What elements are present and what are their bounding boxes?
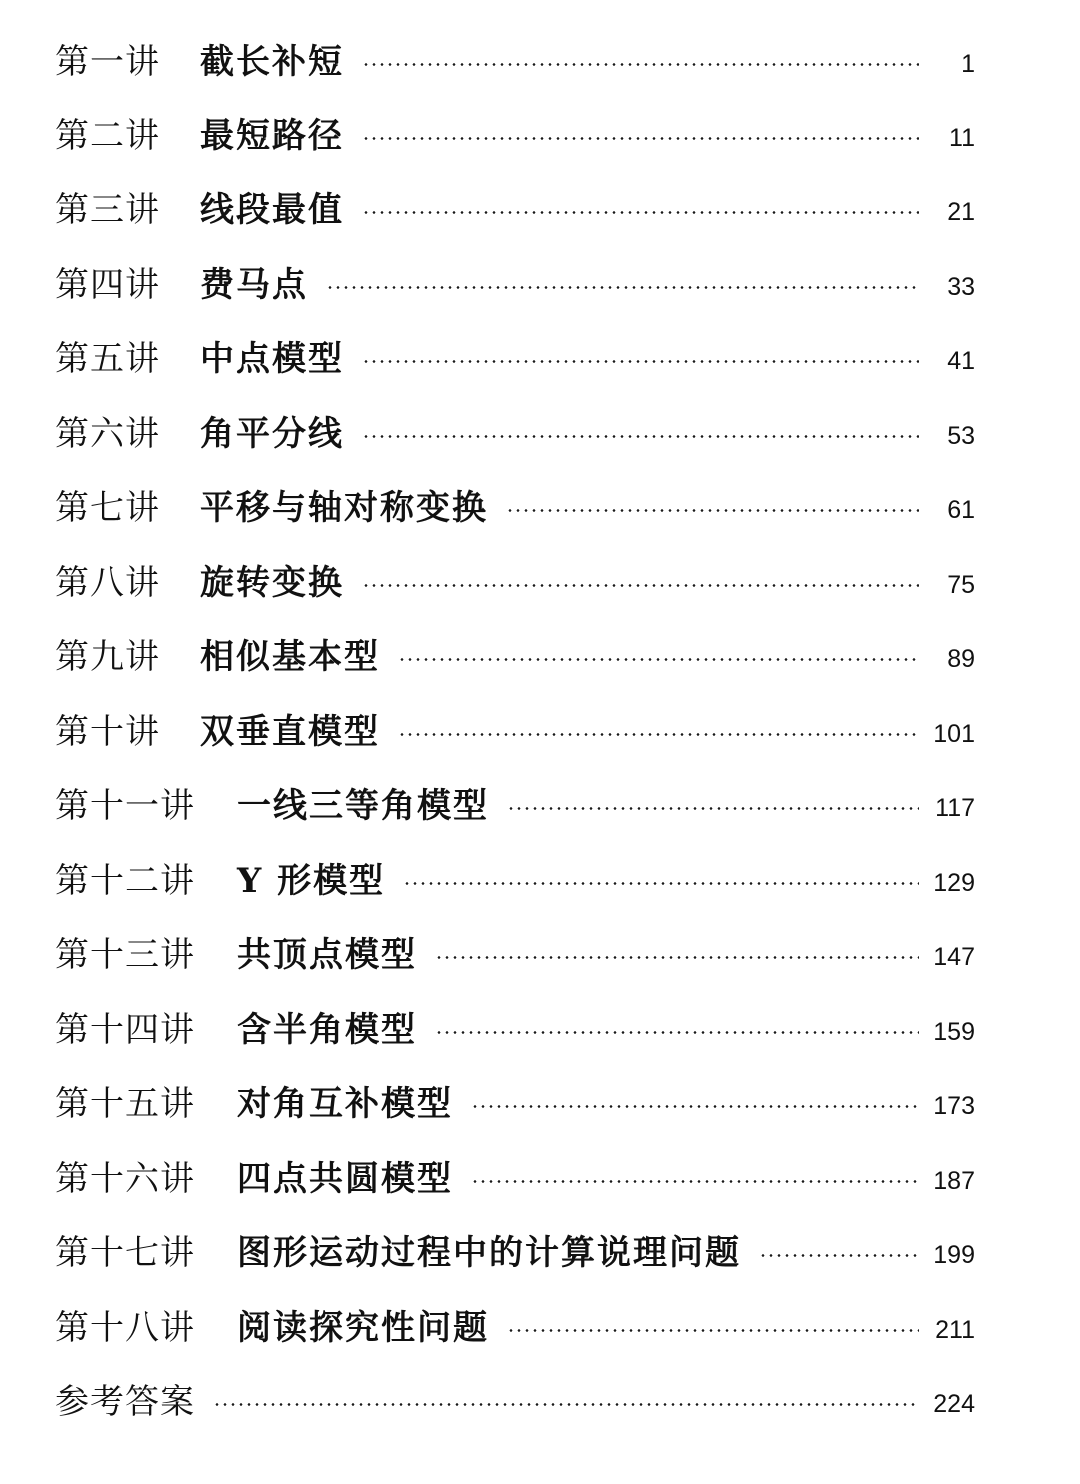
- lecture-number: 第十七讲: [55, 1233, 195, 1272]
- lecture-number: 第十讲: [55, 712, 160, 751]
- toc-entry-10[interactable]: [55, 702, 975, 754]
- dot-leader: [362, 137, 919, 140]
- dot-leader: [362, 360, 919, 363]
- answers-label: 参考答案: [55, 1382, 195, 1421]
- toc-entry-14[interactable]: [55, 1000, 975, 1052]
- page-number: 89: [947, 644, 975, 673]
- lecture-number: 第七讲: [55, 488, 160, 527]
- lecture-number: 第四讲: [55, 265, 160, 304]
- toc-entry-8[interactable]: [55, 553, 975, 605]
- page-number: 187: [933, 1166, 975, 1195]
- lecture-number: 第六讲: [55, 414, 160, 453]
- dot-leader: [398, 733, 919, 736]
- toc-entry-4[interactable]: [55, 255, 975, 307]
- lecture-title: 含半角模型: [237, 1009, 417, 1050]
- lecture-title: 对角互补模型: [237, 1083, 453, 1124]
- dot-leader: [326, 286, 919, 289]
- toc-entry-13[interactable]: [55, 925, 975, 977]
- dot-leader: [398, 658, 919, 661]
- toc-entry-16[interactable]: [55, 1149, 975, 1201]
- toc-entry-9[interactable]: [55, 627, 975, 679]
- toc-entry-17[interactable]: [55, 1223, 975, 1275]
- lecture-title: 图形运动过程中的计算说理问题: [237, 1232, 741, 1273]
- toc-entry-1[interactable]: [55, 32, 975, 84]
- dot-leader: [507, 807, 919, 810]
- dot-leader: [435, 956, 919, 959]
- page-number: 211: [935, 1315, 975, 1344]
- lecture-number: 第十五讲: [55, 1084, 195, 1123]
- dot-leader: [362, 584, 919, 587]
- lecture-number: 第八讲: [55, 563, 160, 602]
- page-number: 224: [933, 1389, 975, 1418]
- page-number: 11: [949, 123, 975, 152]
- page-number: 41: [947, 346, 975, 375]
- lecture-title: 相似基本型: [200, 636, 380, 677]
- lecture-title: 双垂直模型: [200, 711, 380, 752]
- lecture-title: 共顶点模型: [237, 934, 417, 975]
- dot-leader: [506, 509, 919, 512]
- lecture-number: 第一讲: [55, 42, 160, 81]
- lecture-title: 一线三等角模型: [237, 785, 489, 826]
- lecture-number: 第二讲: [55, 116, 160, 155]
- page-number: 21: [947, 197, 975, 226]
- dot-leader: [471, 1180, 919, 1183]
- toc-entry-6[interactable]: [55, 404, 975, 456]
- lecture-title: 中点模型: [200, 338, 344, 379]
- lecture-number: 第十四讲: [55, 1010, 195, 1049]
- lecture-number: 第十二讲: [55, 861, 195, 900]
- lecture-number: 第五讲: [55, 339, 160, 378]
- page-number: 33: [947, 272, 975, 301]
- toc-entry-12[interactable]: [55, 851, 975, 903]
- toc-entry-15[interactable]: [55, 1074, 975, 1126]
- lecture-title: 旋转变换: [200, 562, 344, 603]
- lecture-title: 最短路径: [200, 115, 344, 156]
- dot-leader: [362, 211, 919, 214]
- dot-leader: [435, 1031, 919, 1034]
- toc-entry-11[interactable]: [55, 776, 975, 828]
- page-number: 173: [933, 1091, 975, 1120]
- toc-entry-5[interactable]: [55, 329, 975, 381]
- lecture-title: 线段最值: [200, 189, 344, 230]
- toc-entry-7[interactable]: [55, 478, 975, 530]
- dot-leader: [759, 1254, 919, 1257]
- dot-leader: [403, 882, 919, 885]
- page-number: 61: [947, 495, 975, 524]
- lecture-number: 第九讲: [55, 637, 160, 676]
- lecture-title: 四点共圆模型: [237, 1158, 453, 1199]
- page-number: 159: [933, 1017, 975, 1046]
- lecture-title: 截长补短: [200, 41, 344, 82]
- lecture-title: 费马点: [200, 264, 308, 305]
- dot-leader: [471, 1105, 919, 1108]
- toc-entry-3[interactable]: [55, 180, 975, 232]
- lecture-title: 平移与轴对称变换: [200, 487, 488, 528]
- toc-entry-2[interactable]: [55, 106, 975, 158]
- lecture-number: 第十一讲: [55, 786, 195, 825]
- lecture-number: 第三讲: [55, 190, 160, 229]
- page-number: 117: [935, 793, 975, 822]
- lecture-title: 阅读探究性问题: [237, 1307, 489, 1348]
- page-number: 75: [947, 570, 975, 599]
- dot-leader: [507, 1329, 919, 1332]
- lecture-number: 第十八讲: [55, 1308, 195, 1347]
- page-number: 53: [947, 421, 975, 450]
- page-number: 101: [933, 719, 975, 748]
- toc-entry-18[interactable]: [55, 1298, 975, 1350]
- lecture-number: 第十三讲: [55, 935, 195, 974]
- dot-leader: [362, 435, 919, 438]
- lecture-title: Y 形模型: [237, 860, 386, 901]
- page-number: 1: [961, 49, 975, 78]
- page-number: 147: [933, 942, 975, 971]
- lecture-number: 第十六讲: [55, 1159, 195, 1198]
- dot-leader: [213, 1403, 919, 1406]
- page-number: 199: [933, 1240, 975, 1269]
- page-number: 129: [933, 868, 975, 897]
- lecture-title: 角平分线: [200, 413, 344, 454]
- toc-entry-answers[interactable]: [55, 1372, 975, 1424]
- dot-leader: [362, 63, 919, 66]
